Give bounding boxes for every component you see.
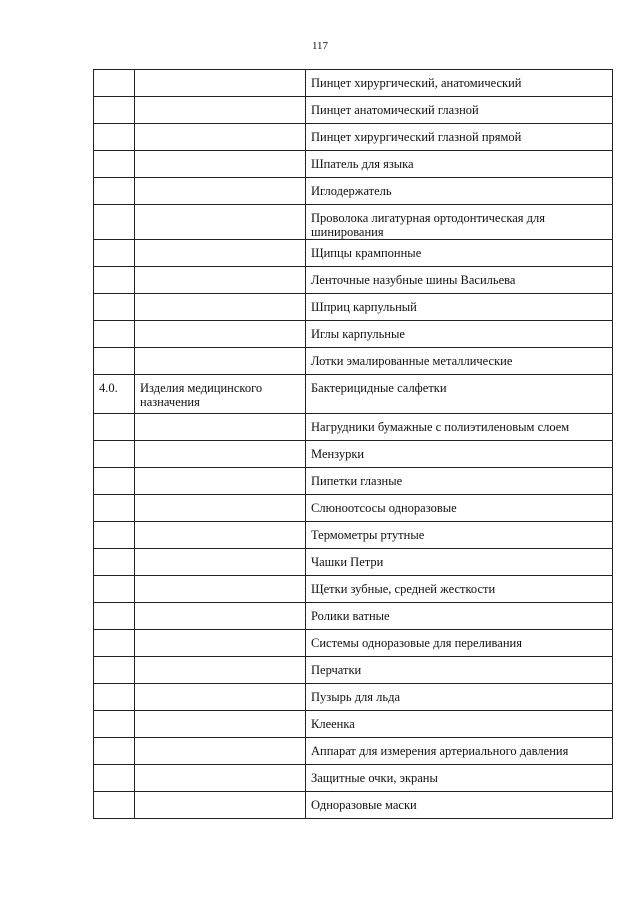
table-row xyxy=(94,151,613,178)
cell-category xyxy=(135,70,306,97)
cell-number xyxy=(94,765,135,792)
table-row xyxy=(94,240,613,267)
cell-item: Мензурки xyxy=(306,441,613,468)
table-row xyxy=(94,70,613,97)
cell-category xyxy=(135,630,306,657)
cell-item: Аппарат для измерения артериального давления xyxy=(306,738,613,765)
cell-category xyxy=(135,205,306,240)
cell-category xyxy=(135,495,306,522)
cell-item: Бактерицидные салфетки xyxy=(306,375,613,414)
cell-number xyxy=(94,441,135,468)
table-row xyxy=(94,630,613,657)
cell-item: Иглы карпульные xyxy=(306,321,613,348)
cell-item: Пипетки глазные xyxy=(306,468,613,495)
cell-number: 4.0. xyxy=(94,375,135,414)
table-body xyxy=(94,70,613,819)
table-row xyxy=(94,375,613,414)
cell-number xyxy=(94,70,135,97)
cell-category xyxy=(135,657,306,684)
cell-number xyxy=(94,151,135,178)
cell-item: Пузырь для льда xyxy=(306,684,613,711)
table-row xyxy=(94,414,613,441)
table-row xyxy=(94,97,613,124)
cell-number xyxy=(94,178,135,205)
cell-item: Щетки зубные, средней жесткости xyxy=(306,576,613,603)
cell-category xyxy=(135,468,306,495)
cell-item: Пинцет хирургический глазной прямой xyxy=(306,124,613,151)
cell-number xyxy=(94,240,135,267)
cell-number xyxy=(94,468,135,495)
cell-item: Ленточные назубные шины Васильева xyxy=(306,267,613,294)
cell-number xyxy=(94,792,135,819)
table-row xyxy=(94,348,613,375)
table-row xyxy=(94,178,613,205)
cell-category xyxy=(135,348,306,375)
cell-item: Пинцет хирургический, анатомический xyxy=(306,70,613,97)
cell-category xyxy=(135,765,306,792)
cell-number xyxy=(94,495,135,522)
cell-number xyxy=(94,630,135,657)
cell-number xyxy=(94,657,135,684)
cell-category xyxy=(135,124,306,151)
table-row xyxy=(94,603,613,630)
cell-category xyxy=(135,178,306,205)
cell-item: Термометры ртутные xyxy=(306,522,613,549)
cell-item: Пинцет анатомический глазной xyxy=(306,97,613,124)
cell-category xyxy=(135,441,306,468)
cell-category xyxy=(135,267,306,294)
cell-number xyxy=(94,97,135,124)
cell-item: Щипцы крампонные xyxy=(306,240,613,267)
cell-category xyxy=(135,97,306,124)
cell-number xyxy=(94,414,135,441)
cell-item: Одноразовые маски xyxy=(306,792,613,819)
cell-category xyxy=(135,294,306,321)
table-row xyxy=(94,792,613,819)
cell-item: Системы одноразовые для переливания xyxy=(306,630,613,657)
cell-category xyxy=(135,684,306,711)
table-row xyxy=(94,495,613,522)
table-row xyxy=(94,267,613,294)
page-number: 117 xyxy=(311,40,329,52)
table-row xyxy=(94,738,613,765)
cell-number xyxy=(94,205,135,240)
cell-item: Перчатки xyxy=(306,657,613,684)
table-row xyxy=(94,711,613,738)
cell-category xyxy=(135,321,306,348)
cell-item: Проволока лигатурная ортодонтическая для шинирования xyxy=(306,205,613,240)
cell-category xyxy=(135,576,306,603)
cell-number xyxy=(94,684,135,711)
cell-category xyxy=(135,522,306,549)
table-row xyxy=(94,522,613,549)
table-row xyxy=(94,205,613,240)
cell-item: Защитные очки, экраны xyxy=(306,765,613,792)
cell-number xyxy=(94,603,135,630)
cell-item: Шпатель для языка xyxy=(306,151,613,178)
cell-number xyxy=(94,294,135,321)
cell-item: Иглодержатель xyxy=(306,178,613,205)
cell-number xyxy=(94,522,135,549)
table-row xyxy=(94,684,613,711)
equipment-table xyxy=(93,69,613,819)
table-row xyxy=(94,124,613,151)
cell-item: Шприц карпульный xyxy=(306,294,613,321)
table-row xyxy=(94,576,613,603)
cell-item: Лотки эмалированные металлические xyxy=(306,348,613,375)
table-row xyxy=(94,321,613,348)
cell-number xyxy=(94,348,135,375)
table-row xyxy=(94,657,613,684)
cell-category xyxy=(135,603,306,630)
cell-number xyxy=(94,124,135,151)
cell-number xyxy=(94,738,135,765)
cell-item: Клеенка xyxy=(306,711,613,738)
cell-category xyxy=(135,711,306,738)
cell-item: Чашки Петри xyxy=(306,549,613,576)
table-row xyxy=(94,294,613,321)
cell-number xyxy=(94,576,135,603)
cell-item: Ролики ватные xyxy=(306,603,613,630)
cell-category xyxy=(135,414,306,441)
cell-item: Нагрудники бумажные с полиэтиленовым слоем xyxy=(306,414,613,441)
cell-category xyxy=(135,240,306,267)
cell-category xyxy=(135,738,306,765)
cell-number xyxy=(94,267,135,294)
table-row xyxy=(94,441,613,468)
cell-item: Слюноотсосы одноразовые xyxy=(306,495,613,522)
table-row xyxy=(94,549,613,576)
cell-category: Изделия медицинского назначения xyxy=(135,375,306,414)
table-row xyxy=(94,765,613,792)
cell-category xyxy=(135,151,306,178)
cell-category xyxy=(135,792,306,819)
cell-number xyxy=(94,549,135,576)
cell-number xyxy=(94,711,135,738)
cell-category xyxy=(135,549,306,576)
table-row xyxy=(94,468,613,495)
cell-number xyxy=(94,321,135,348)
